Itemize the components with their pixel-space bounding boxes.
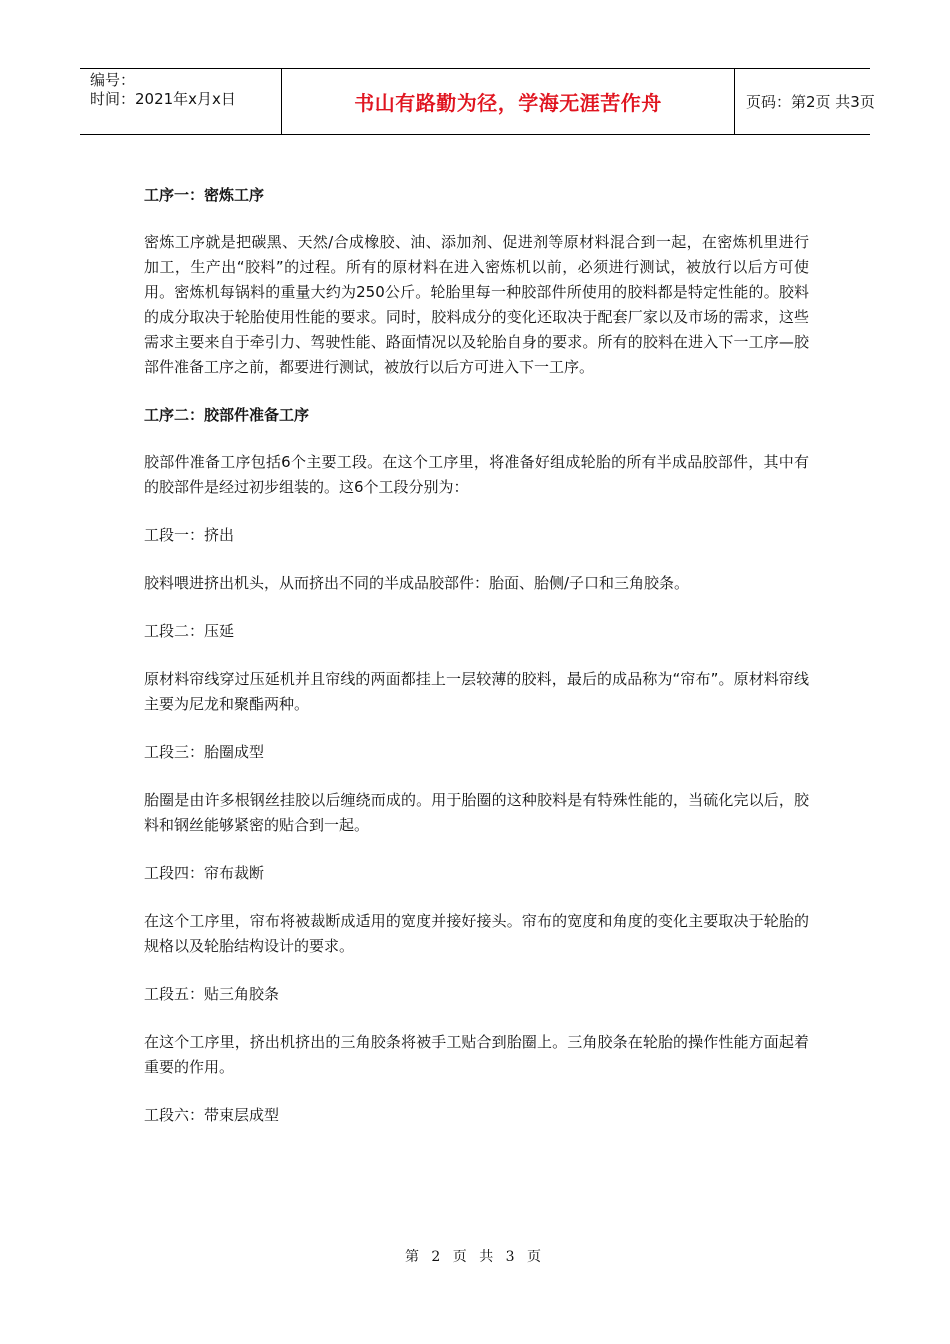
step-title: 工段四：帘布裁断 [144,864,265,882]
header-motto: 书山有路勤为径，学海无涯苦作舟 [354,91,662,115]
step-paragraph: 在这个工序里，挤出机挤出的三角胶条将被手工贴合到胎圈上。三角胶条在轮胎的操作性能方面起着重要的作用。 [144,1033,809,1076]
step-paragraph: 胶料喂进挤出机头，从而挤出不同的半成品胶部件：胎面、胎侧/子口和三角胶条。 [144,574,690,592]
section-paragraph: 密炼工序就是把碳黑、天然/合成橡胶、油、添加剂、促进剂等原材料混合到一起，在密炼机里进行加工，生产出“胶料”的过程。所有的原材料在进入密炼机以前，必须进行测试，被放行以后方可使用。密炼机每锅料的重量大约为250公斤。轮胎里每一种胶部件所使用的胶料都是特定性能的。胶料的成分取决于轮胎使用性能的要求。同时，胶料成分的变化还取决于配套厂家以及市场的需求，这些需求主要来自于牵引力、驾驶性能、路面情况以及轮胎自身的要求。所有的胶料在进入下一工序—胶部件准备工序之前，都要进行测试，被放行以后方可进入下一工序。 [144,233,809,376]
step-title: 工段六：带束层成型 [144,1106,280,1124]
step-title: 工段一：挤出 [144,526,235,544]
header-divider [734,69,735,134]
step-paragraph: 原材料帘线穿过压延机并且帘线的两面都挂上一层较薄的胶料，最后的成品称为“帘布”。原材料帘线主要为尼龙和聚酯两种。 [144,670,809,713]
section-title: 工序二：胶部件准备工序 [144,406,310,424]
section-paragraph: 胶部件准备工序包括6个主要工段。在这个工序里，将准备好组成轮胎的所有半成品胶部件，其中有的胶部件是经过初步组装的。这6个工段分别为： [144,453,809,496]
step-paragraph: 胎圈是由许多根钢丝挂胶以后缠绕而成的。用于胎圈的这种胶料是有特殊性能的，当硫化完以后，胶料和钢丝能够紧密的贴合到一起。 [144,791,809,834]
section-title: 工序一：密炼工序 [144,186,265,204]
step-paragraph: 在这个工序里，帘布将被裁断成适用的宽度并接好接头。帘布的宽度和角度的变化主要取决于轮胎的规格以及轮胎结构设计的要求。 [144,912,809,955]
header-meta [80,69,281,134]
header-page-info: 页码：第2页 共3页 [746,93,875,111]
document-time-label: 时间：2021年x月x日 [90,90,236,108]
page-header [80,68,875,135]
step-title: 工段五：贴三角胶条 [144,985,280,1003]
document-number-label: 编号： [90,71,136,89]
step-title: 工段二：压延 [144,622,235,640]
step-title: 工段三：胎圈成型 [144,743,265,761]
document-body [144,183,809,1151]
page-footer: 第 2 页 共 3 页 [404,1249,546,1265]
